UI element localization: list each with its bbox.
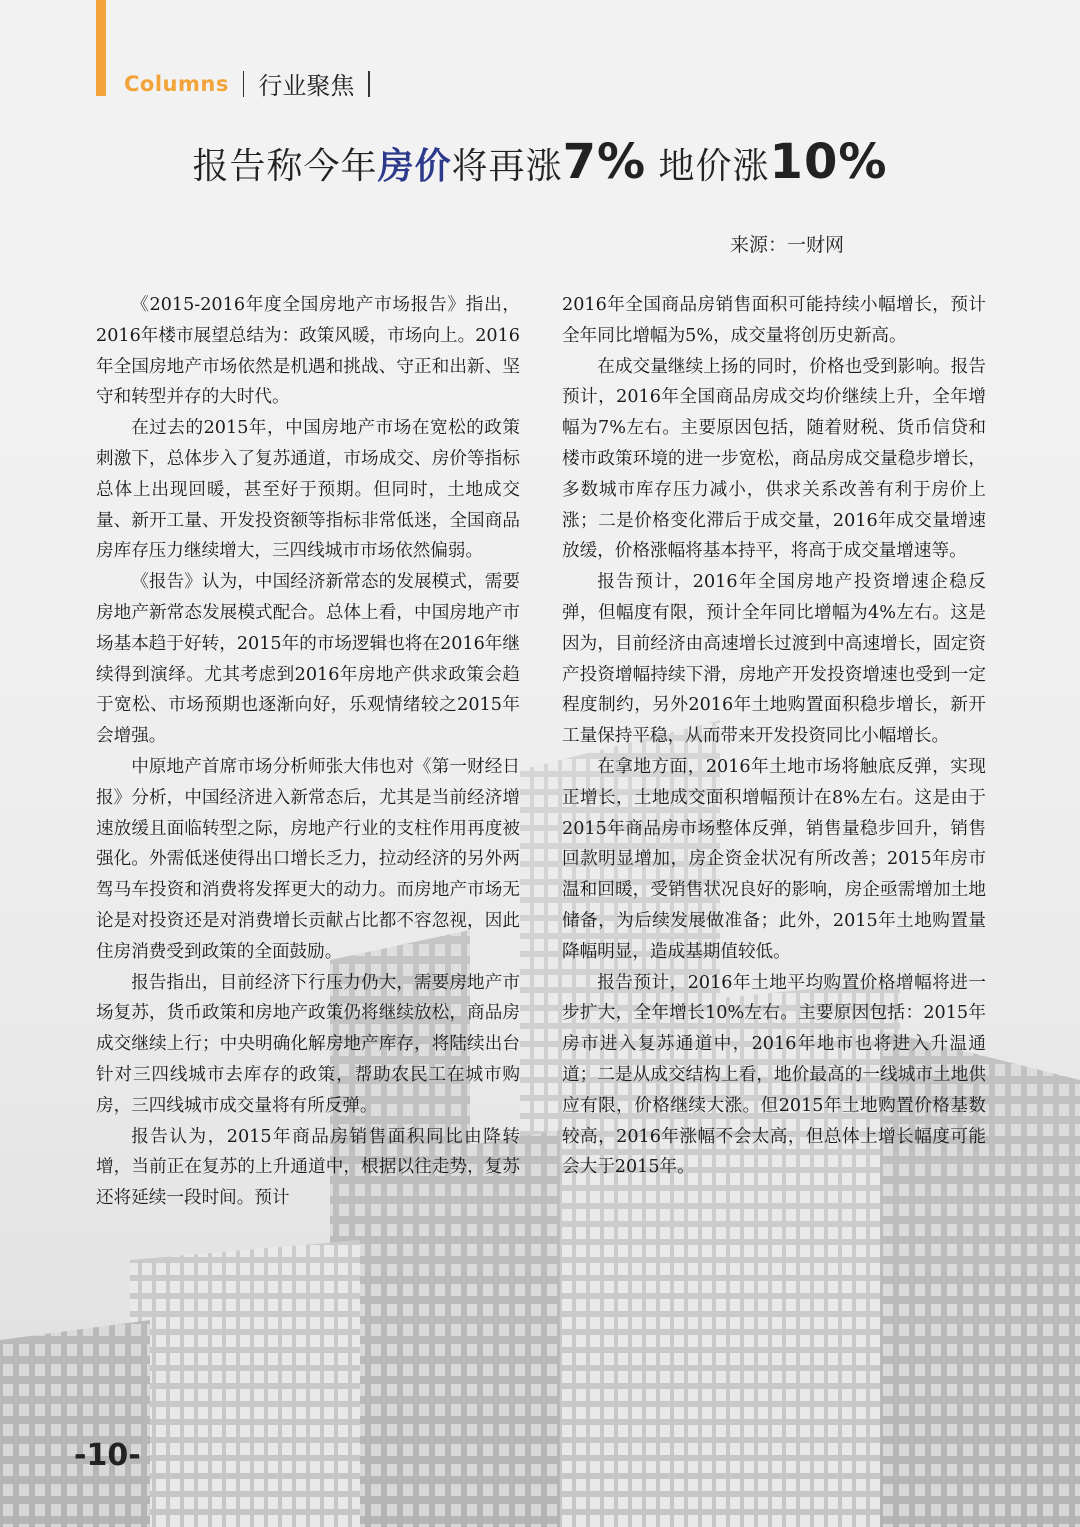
left-column <box>96 290 520 1214</box>
paragraph: 报告预计，2016年土地平均购置价格增幅将进一步扩大，全年增长10%左右。主要原因包括：2015年房市进入复苏通道中，2016年地市也将进入升温通道；二是从成交结构上看，地价最高的一线城市土地供应有限，价格继续大涨。但2015年土地购置价格基数较高，2016年涨幅不会太高，但总体上增长幅度可能会大于2015年。 <box>562 972 986 1178</box>
paragraph: 报告指出，目前经济下行压力仍大，需要房地产市场复苏，货币政策和房地产政策仍将继续放松，商品房成交继续上行；中央明确化解房地产库存，将陆续出台针对三四线城市去库存的政策，帮助农民工在城市购房，三四线城市成交量将有所反弹。 <box>96 972 520 1116</box>
column-header <box>124 66 384 101</box>
paragraph: 在拿地方面，2016年土地市场将触底反弹，实现正增长，土地成交面积增幅预计在8%左右。这是由于2015年商品房市场整体反弹，销售量稳步回升，销售回款明显增加，房企资金状况有所改善；2015年房市温和回暖，受销售状况良好的影响，房企亟需增加土地储备，为后续发展做准备；此外，2015年土地购置量降幅明显，造成基期值较低。 <box>562 756 986 962</box>
right-column <box>562 290 986 1183</box>
paragraph: 在成交量继续上扬的同时，价格也受到影响。报告预计，2016年全国商品房成交均价继续上升，全年增幅为7%左右。主要原因包括，随着财税、货币信贷和楼市政策环境的进一步宽松，商品房成交量稳步增长，多数城市库存压力减小，供求关系改善有利于房价上涨；二是价格变化滞后于成交量，2016年成交量增速放缓，价格涨幅将基本持平，将高于成交量增速等。 <box>562 356 986 562</box>
columns-label: Columns <box>124 71 229 96</box>
paragraph-continued: 2016年全国商品房销售面积可能持续小幅增长，预计全年同比增幅为5%，成交量将创历史新高。 <box>562 295 986 346</box>
section-label: 行业聚焦 <box>258 72 355 100</box>
title-part-3: 地价涨 <box>646 146 770 187</box>
header-divider <box>243 71 245 97</box>
article-title <box>0 134 1080 190</box>
title-part-1: 报告称今年 <box>192 146 378 187</box>
paragraph: 在过去的2015年，中国房地产市场在宽松的政策刺激下，总体步入了复苏通道，市场成交、房价等指标总体上出现回暖，甚至好于预期。但同时，土地成交量、新开工量、开发投资额等指标非常低迷，全国商品房库存压力继续增大，三四线城市市场依然偏弱。 <box>96 418 520 562</box>
title-number-2: 10% <box>769 134 888 190</box>
paragraph: 《报告》认为，中国经济新常态的发展模式，需要房地产新常态发展模式配合。总体上看，中国房地产市场基本趋于好转，2015年的市场逻辑也将在2016年继续得到演绎。尤其考虑到2016年房地产供求政策会趋于宽松、市场预期也逐渐向好，乐观情绪较之2015年会增强。 <box>96 572 520 747</box>
title-number-1: 7% <box>562 134 647 190</box>
accent-bar <box>96 0 106 96</box>
paragraph: 报告认为，2015年商品房销售面积同比由降转增，当前正在复苏的上升通道中，根据以往走势，复苏还将延续一段时间。预计 <box>96 1126 520 1209</box>
title-part-2: 将再涨 <box>451 146 563 187</box>
title-highlight: 房价 <box>377 146 452 187</box>
header-divider-end <box>368 71 370 97</box>
paragraph: 报告预计，2016年全国房地产投资增速企稳反弹，但幅度有限，预计全年同比增幅为4%左右。这是因为，目前经济由高速增长过渡到中高速增长，固定资产投资增幅持续下滑，房地产开发投资增速也受到一定程度制约，另外2016年土地购置面积稳步增长，新开工量保持平稳，从而带来开发投资同比小幅增长。 <box>562 572 986 747</box>
paragraph: 中原地产首席市场分析师张大伟也对《第一财经日报》分析，中国经济进入新常态后，尤其是当前经济增速放缓且面临转型之际，房地产行业的支柱作用再度被强化。外需低迷使得出口增长乏力，拉动经济的另外两驾马车投资和消费将发挥更大的动力。而房地产市场无论是对投资还是对消费增长贡献占比都不容忽视，因此住房消费受到政策的全面鼓励。 <box>96 756 520 962</box>
article-source: 来源：一财网 <box>729 234 844 256</box>
paragraph: 《2015-2016年度全国房地产市场报告》指出，2016年楼市展望总结为：政策风暖，市场向上。2016年全国房地产市场依然是机遇和挑战、守正和出新、坚守和转型并存的大时代。 <box>96 295 520 408</box>
page-number: -10- <box>74 1438 141 1473</box>
